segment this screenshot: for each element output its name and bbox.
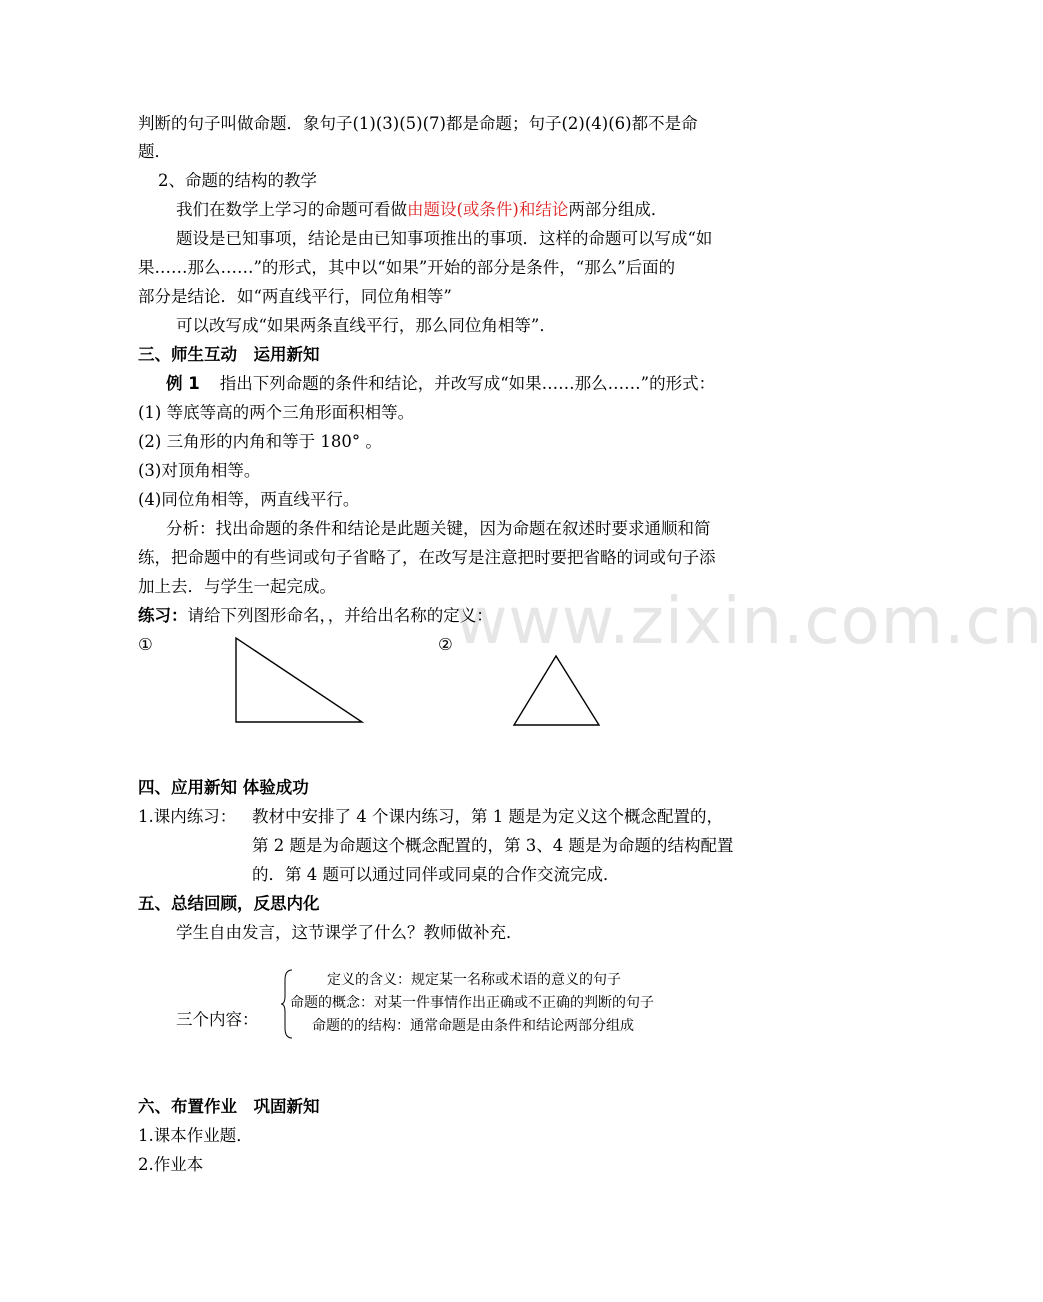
structure-heading: 2、命题的结构的教学 [158, 171, 317, 190]
summary-label: 三个内容： [176, 1010, 259, 1029]
example-item-3: (3)对顶角相等。 [138, 461, 261, 480]
analysis-line-2: 练，把命题中的有些词或句子省略了，在改写是注意把时要把省略的词或句子添 [138, 548, 716, 567]
summary-item-1: 定义的含义：规定某一名称或术语的意义的句子 [327, 972, 621, 988]
section3-heading: 三、师生互动 运用新知 [138, 345, 320, 364]
section4-item-label: 1.课内练习： [138, 807, 237, 826]
structure-p2-line-3: 部分是结论．如“两直线平行，同位角相等” [138, 287, 452, 306]
example-label: 例 1 [166, 374, 200, 393]
acute-triangle-shape [514, 656, 599, 725]
summary-item-2: 命题的概念：对某一件事情作出正确或不正确的判断的句子 [290, 995, 654, 1011]
example-text: 指出下列命题的条件和结论，并改写成“如果……那么……”的形式： [219, 374, 716, 393]
structure-p1-after: 两部分组成． [568, 200, 668, 219]
right-triangle-figure [230, 632, 370, 728]
intro-line-1: 判断的句子叫做命题．象句子(1)(3)(5)(7)都是命题；句子(2)(4)(6)都不是命 [138, 114, 698, 133]
example-item-2: (2) 三角形的内角和等于 180° 。 [138, 432, 382, 451]
figure-2-label: ② [438, 635, 453, 654]
example-item-1: (1) 等底等高的两个三角形面积相等。 [138, 403, 415, 422]
section5-text: 学生自由发言，这节课学了什么？教师做补充． [176, 923, 523, 942]
practice-line [138, 605, 493, 627]
section4-line-3: 的．第 4 题可以通过同伴或同桌的合作交流完成． [252, 865, 620, 884]
practice-label: 练习： [138, 606, 188, 625]
homework-item-2: 2.作业本 [138, 1155, 204, 1174]
structure-p1-before: 我们在数学上学习的命题可看做 [176, 200, 407, 219]
analysis-line-1: 分析：找出命题的条件和结论是此题关键，因为命题在叙述时要求通顺和简 [166, 519, 711, 538]
right-triangle-shape [236, 638, 362, 722]
watermark: www.zixin.com.cn [455, 585, 1043, 659]
intro-line-2: 题． [138, 142, 171, 161]
structure-p3: 可以改写成“如果两条直线平行，那么同位角相等”． [176, 316, 556, 335]
homework-item-1: 1.课本作业题． [138, 1126, 253, 1145]
structure-p1-highlight: 由题设(或条件)和结论 [407, 200, 569, 219]
section4-heading: 四、应用新知 体验成功 [138, 778, 309, 797]
example-item-4: (4)同位角相等，两直线平行。 [138, 490, 360, 509]
section6-heading: 六、布置作业 巩固新知 [138, 1097, 320, 1116]
summary-item-3: 命题的的结构：通常命题是由条件和结论两部分组成 [312, 1018, 634, 1034]
structure-paragraph-1 [176, 199, 667, 221]
practice-text: 请给下列图形命名，，并给出名称的定义： [187, 606, 493, 625]
section5-heading: 五、总结回顾，反思内化 [138, 894, 320, 913]
example-1 [166, 373, 715, 395]
analysis-line-3: 加上去．与学生一起完成。 [138, 577, 336, 596]
structure-p2-line-2: 果……那么……”的形式，其中以“如果”开始的部分是条件，“那么”后面的 [138, 258, 676, 277]
section4-line-2: 第 2 题是为命题这个概念配置的，第 3、4 题是为命题的结构配置 [252, 836, 734, 855]
structure-p2-line-1: 题设是已知事项，结论是由已知事项推出的事项．这样的命题可以写成“如 [176, 229, 713, 248]
acute-triangle-figure [508, 650, 608, 732]
figure-1-label: ① [138, 635, 153, 654]
section4-line-1: 教材中安排了 4 个课内练习，第 1 题是为定义这个概念配置的， [252, 807, 723, 826]
